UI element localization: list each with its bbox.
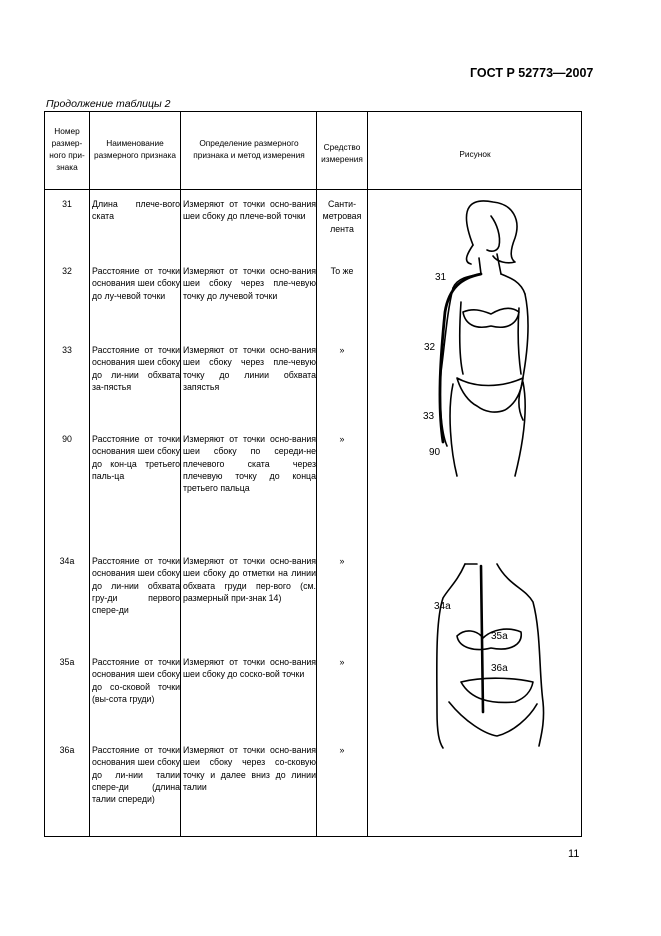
column-header-tool: Средство измерения (321, 142, 363, 164)
column-header-definition: Определение размерного признака и метод измерения (193, 138, 305, 160)
standard-code: ГОСТ Р 52773—2007 (470, 66, 594, 80)
row-33-definition: Измеряют от точки осно-вания шеи сбоку через пле-чевую точку до линии обхвата запястья (183, 345, 316, 392)
row-35a-tool: » (339, 657, 345, 667)
row-90-name: Расстояние от точки основания шеи сбоку до кон-ца третьего паль-ца (92, 434, 180, 481)
figure1-label-31: 31 (435, 272, 447, 283)
row-32-definition: Измеряют от точки осно-вания шеи сбоку через пле-чевую точку до лучевой точки (183, 266, 316, 301)
figure2-label-35a: 35а (491, 631, 508, 642)
row-90-tool: » (339, 434, 345, 444)
figure1-shoulders (453, 274, 525, 294)
column-header-number: Номер размер-ного при-знака (49, 126, 85, 172)
row-34a-tool: » (339, 556, 345, 566)
row-34a-name: Расстояние от точки основания шеи сбоку до ли-нии обхвата гру-ди первого спере-ди (92, 556, 180, 616)
row-34a-number: 34а (59, 556, 75, 566)
figure1-legs (450, 382, 525, 476)
row-90-number: 90 (62, 434, 72, 444)
figure2-label-36a: 36а (491, 663, 508, 674)
row-33-number: 33 (62, 345, 72, 355)
figure1-neck (479, 254, 501, 274)
row-31-name: Длина плече-вого ската (92, 199, 180, 222)
row-36a-tool: » (339, 745, 345, 755)
figure1-right-arm (519, 294, 528, 420)
figure1-torso (460, 302, 521, 374)
figure2-left-side (437, 564, 465, 748)
row-35a-number: 35а (59, 657, 75, 667)
row-35a-name: Расстояние от точки основания шеи сбоку до со-сковой точки (вы-сота груди) (92, 657, 180, 704)
row-32-name: Расстояние от точки основания шеи сбоку до лу-чевой точки (92, 266, 180, 301)
row-34a-definition: Измеряют от точки осно-вания шеи сбоку до отметки на линии обхвата груди пер-вого (см. размерный при-знак 14) (183, 556, 316, 603)
figure1-hair (466, 201, 516, 263)
figure2-measure-line (481, 566, 483, 712)
row-90-definition: Измеряют от точки осно-вания шеи сбоку по середи-не плечевого ската через плечевую точку до конца третьего пальца (183, 434, 316, 494)
row-33-tool: » (339, 345, 345, 355)
figure1-bra (463, 308, 519, 327)
figure2-briefs (449, 702, 537, 736)
row-33-name: Расстояние от точки основания шеи сбоку до ли-нии обхвата за-пястья (92, 345, 180, 392)
row-36a-number: 36а (59, 745, 75, 755)
figure2-label-34a: 34а (434, 601, 451, 612)
column-header-figure: Рисунок (459, 149, 491, 159)
measurements-table (44, 111, 582, 837)
figure1-briefs (457, 378, 523, 412)
page-number: 11 (568, 848, 580, 860)
figure1-face (487, 216, 500, 251)
figure1-label-90: 90 (429, 447, 441, 458)
row-31-number: 31 (62, 199, 72, 209)
figure2-bra (457, 629, 521, 649)
figure1-label-32: 32 (424, 342, 436, 353)
row-32-number: 32 (62, 266, 72, 276)
figure-torso-measurements (437, 564, 544, 748)
figure2-waist (461, 678, 533, 702)
column-header-name: Наименование размерного признака (93, 138, 176, 160)
row-36a-name: Расстояние от точки основания шеи сбоку до ли-нии талии спере-ди (длина талии спереди) (92, 745, 180, 805)
row-35a-definition: Измеряют от точки осно-вания шеи сбоку до соско-вой точки (183, 657, 316, 680)
row-31-tool: Санти-метровая лента (322, 199, 362, 234)
row-32-tool: То же (330, 266, 354, 276)
row-36a-definition: Измеряют от точки осно-вания шеи сбоку через со-сковую точку и далее вниз до линии талии (183, 745, 316, 792)
figure1-label-33: 33 (423, 411, 435, 422)
figure1-hair-end (467, 245, 473, 264)
row-31-definition: Измеряют от точки осно-вания шеи сбоку до плече-вой точки (183, 199, 316, 222)
figure-arm-measurements (45, 112, 583, 838)
figure2-right-side (497, 564, 544, 746)
table-continuation-caption: Продолжение таблицы 2 (46, 98, 171, 110)
